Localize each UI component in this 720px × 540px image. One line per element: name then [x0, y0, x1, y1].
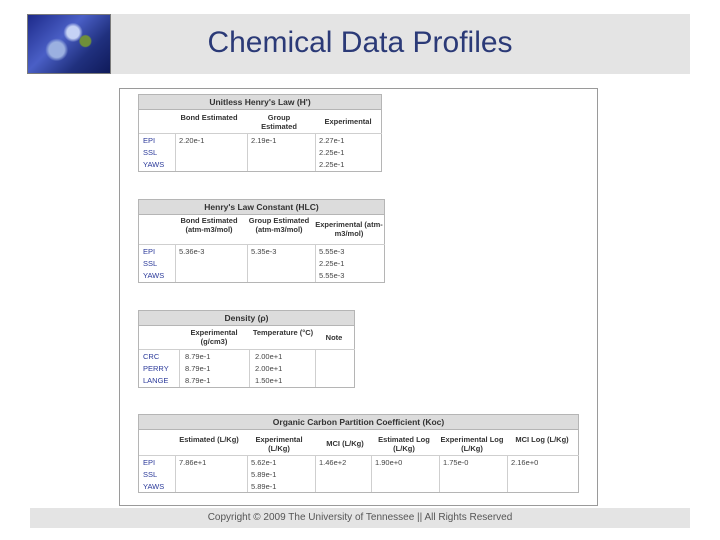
table-cell: 2.25e-1 [319, 259, 345, 268]
table-cell: 8.79e-1 [185, 364, 211, 373]
col-header: Estimated (L/Kg) [179, 435, 239, 444]
table-cell: 5.89e-1 [251, 470, 277, 479]
slide-title: Chemical Data Profiles [207, 26, 513, 59]
col-header: Bond Estimated [180, 113, 238, 122]
col-header: Group Estimated (atm-m3/mol) [248, 216, 310, 234]
table-cell: 5.55e-3 [319, 271, 345, 280]
table-cell: 2.20e-1 [179, 136, 205, 145]
row-label: YAWS [143, 482, 165, 491]
row-label: EPI [143, 136, 156, 145]
table-cell: 2.16e+0 [511, 458, 539, 467]
col-header: Bond Estimated (atm-m3/mol) [180, 216, 238, 234]
row-label: SSL [143, 148, 158, 157]
table-title: Unitless Henry's Law (H') [139, 95, 381, 110]
col-header: Group Estimated [261, 113, 297, 131]
table-cell: 1.90e+0 [375, 458, 403, 467]
table-cell: 8.79e-1 [185, 376, 211, 385]
table-cell: 1.50e+1 [255, 376, 283, 385]
table-cell: 2.19e-1 [251, 136, 277, 145]
table-cell: 1.46e+2 [319, 458, 347, 467]
row-label: EPI [143, 458, 156, 467]
col-header: Experimental [324, 117, 372, 126]
col-header: Experimental (atm-m3/mol) [315, 220, 383, 238]
table-cell: 1.75e-0 [443, 458, 469, 467]
table-cell: 5.55e-3 [319, 247, 345, 256]
table-cell: 8.79e-1 [185, 352, 211, 361]
col-header: Temperature (°C) [252, 328, 314, 337]
row-label: LANGE [143, 376, 169, 385]
col-header: MCI Log (L/Kg) [515, 435, 569, 444]
copyright-footer: Copyright © 2009 The University of Tennessee || All Rights Reserved [207, 512, 513, 523]
table-cell: 2.00e+1 [255, 364, 283, 373]
table-cell: 2.25e-1 [319, 148, 345, 157]
row-label: EPI [143, 247, 156, 256]
table-cell: 7.86e+1 [179, 458, 207, 467]
col-header: Experimental (g/cm3) [190, 328, 238, 346]
table-title: Density (ρ) [139, 311, 354, 326]
table-cell: 2.27e-1 [319, 136, 345, 145]
table-title: Henry's Law Constant (HLC) [139, 200, 384, 215]
col-header: MCI (L/Kg) [326, 439, 364, 448]
henrys-law-constant-table [138, 199, 385, 283]
density-table [138, 310, 355, 388]
table-cell: 5.36e-3 [179, 247, 205, 256]
row-label: YAWS [143, 271, 165, 280]
col-header: Experimental (L/Kg) [255, 435, 303, 453]
table-cell: 2.00e+1 [255, 352, 283, 361]
table-cell: 5.35e-3 [251, 247, 277, 256]
row-label: SSL [143, 470, 158, 479]
unitless-henrys-law-table [138, 94, 382, 172]
col-header: Note [325, 333, 343, 342]
earth-logo-image [27, 14, 111, 74]
row-label: SSL [143, 259, 158, 268]
table-cell: 5.89e-1 [251, 482, 277, 491]
row-label: CRC [143, 352, 160, 361]
col-header: Estimated Log (L/Kg) [378, 435, 430, 453]
col-header: Experimental Log (L/Kg) [440, 435, 504, 453]
organic-carbon-partition-table [138, 414, 579, 493]
table-cell: 2.25e-1 [319, 160, 345, 169]
row-label: YAWS [143, 160, 165, 169]
row-label: PERRY [143, 364, 169, 373]
table-title: Organic Carbon Partition Coefficient (Koc) [139, 415, 578, 430]
table-cell: 5.62e-1 [251, 458, 277, 467]
